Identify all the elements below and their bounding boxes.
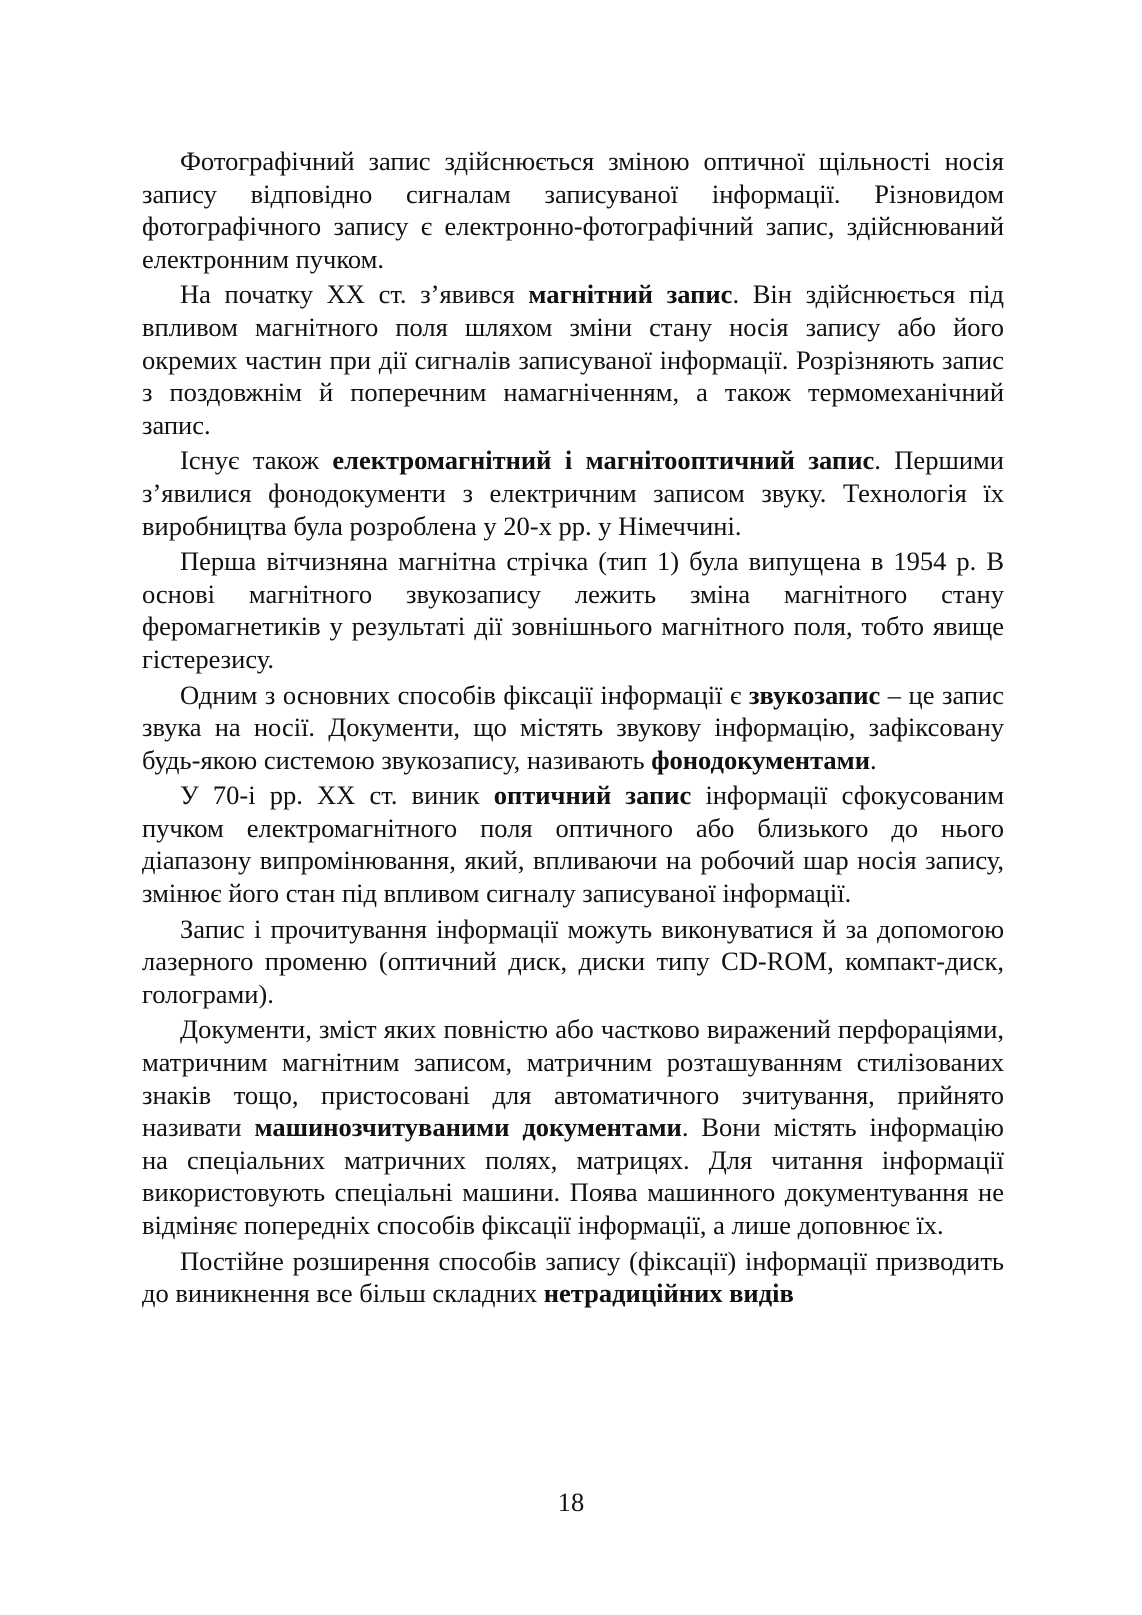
bold-term: звукозапис (748, 679, 881, 710)
paragraph (142, 145, 1004, 275)
text-run: Фотографічний запис здійснюється зміною оптичної щільності носія запису відповідно сигналам записуваної інформації. Різновидом фотографічного запису є електронно-фотографічний запис, здійснюваний електронним пучком. (142, 146, 1004, 274)
text-run: Існує також (180, 445, 333, 476)
bold-term: фонодокументами (651, 744, 870, 775)
text-run: інформації сфокусованим пучком електромагнітного поля оптичного або близького до нього діапазону випромінювання, який, впливаючи на робочий шар носія запису, змінює його стан під впливом сигналу записуваної інформації. (142, 780, 1004, 909)
text-run: Запис і прочитування інформації можуть виконуватися й за допомогою лазерного променю (оптичний диск, диски типу CD-ROM, компакт-диск, голограми). (142, 913, 1004, 1009)
bold-term: машинозчитуваними документами (254, 1112, 682, 1143)
text-run: Одним з основних способів фіксації інформації є (180, 679, 749, 710)
paragraph (142, 444, 1004, 542)
page-body (142, 145, 1004, 1313)
bold-term: нетрадиційних видів (543, 1278, 794, 1309)
bold-term: магнітний запис (528, 279, 733, 310)
paragraph (142, 1013, 1004, 1241)
paragraph (142, 1245, 1004, 1310)
text-run: На початку ХХ ст. з’явився (180, 279, 529, 310)
text-run: У 70-і рр. ХХ ст. виник (180, 780, 494, 811)
bold-term: оптичний запис (493, 780, 692, 811)
paragraph (142, 779, 1004, 909)
paragraph (142, 679, 1004, 777)
text-run: Документи, зміст яких повністю або частково виражений перфораціями, матричним магнітним записом, матричним розташуванням стилізованих знаків тощо, пристосовані для автоматичного зчитування, прийнято називати (142, 1014, 1004, 1143)
paragraph (142, 278, 1004, 441)
text-run: . (869, 744, 877, 775)
bold-term: електромагнітний і магнітооптичний запис (332, 445, 875, 476)
paragraph (142, 913, 1004, 1011)
page-number: 18 (557, 1487, 585, 1517)
text-run: . Першими з’явилися фонодокументи з електричним записом звуку. Технологія їх виробництва була розроблена у 20-х рр. у Німеччині. (142, 445, 1004, 541)
text-run: . Він здійснюється під впливом магнітного поля шляхом зміни стану носія запису або його окремих частин при дії сигналів записуваної інформації. Розрізняють запис з поздовжнім й поперечним намагніченням, а також термомеханічний запис. (142, 279, 1004, 440)
text-run: Перша вітчизняна магнітна стрічка (тип 1) була випущена в 1954 р. В основі магнітного звукозапису лежить зміна магнітного стану феромагнетиків у результаті дії зовнішнього магнітного поля, тобто явище гістерезису. (142, 546, 1004, 674)
paragraph (142, 545, 1004, 675)
text-run: . Вони містять інформацію на спеціальних матричних полях, матрицях. Для читання інформації використовують спеціальні машини. Поява машинного документування не відміняє попередніх способів фіксації інформації, а лише доповнює їх. (142, 1112, 1004, 1240)
text-run: – це запис звука на носії. Документи, що містять звукову інформацію, зафіксовану будь-якою системою звукозапису, називають (142, 679, 1004, 775)
text-run: Постійне розширення способів запису (фіксації) інформації призводить до виникнення все більш складних (142, 1245, 1004, 1309)
